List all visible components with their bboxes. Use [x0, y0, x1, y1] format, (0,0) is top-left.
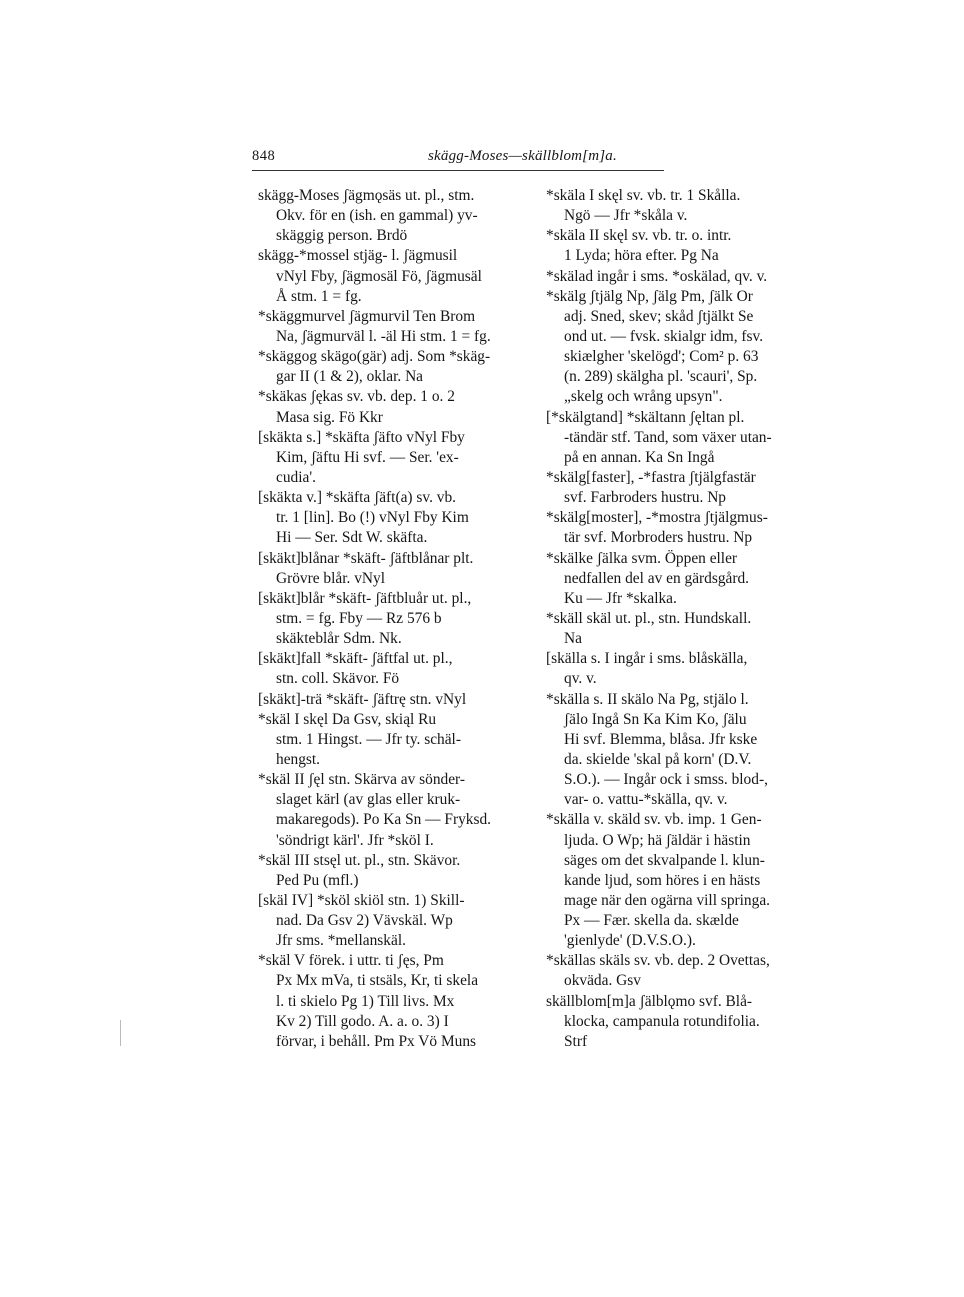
dictionary-line: Strf	[564, 1032, 588, 1050]
dictionary-line: ljuda. O Wp; hä ʃäldär i hästin	[564, 831, 751, 849]
dictionary-line: *skälad ingår i sms. *oskälad, qv. v.	[546, 267, 768, 285]
dictionary-line: *skäl I skęl Da Gsv, skiąl Ru	[258, 710, 437, 728]
dictionary-line: gar II (1 & 2), oklar. Na	[276, 368, 424, 386]
dictionary-line: vNyl Fby, ʃägmosäl Fö, ʃägmusäl	[276, 267, 482, 285]
dictionary-line: stm. = fg. Fby — Rz 576 b	[276, 609, 442, 627]
dictionary-line: Jfr sms. *mellanskäl.	[276, 932, 406, 950]
dictionary-line: *skällas skäls sv. vb. dep. 2 Ovettas,	[546, 952, 770, 970]
dictionary-line: [*skälgtand] *skältann ʃęltan pl.	[546, 408, 745, 426]
dictionary-line: Na, ʃägmurväl l. -äl Hi stm. 1 = fg.	[276, 327, 491, 345]
dictionary-line: qv. v.	[564, 670, 597, 688]
dictionary-line: skäggig person. Brdö	[276, 227, 408, 245]
dictionary-line: tr. 1 [lin]. Bo (!) vNyl Fby Kim	[276, 509, 469, 527]
header-rule	[252, 170, 664, 171]
dictionary-line: *skäll skäl ut. pl., stn. Hundskall.	[546, 609, 752, 627]
dictionary-line: *skäkas ʃękas sv. vb. dep. 1 o. 2	[258, 388, 455, 406]
dictionary-line: skägg-*mossel stjäg- l. ʃägmusil	[258, 247, 458, 265]
dictionary-line: *skälg[faster], -*fastra ʃtjälgfastär	[546, 468, 756, 486]
dictionary-line: skägg-Moses ʃägmǫsäs ut. pl., stm.	[258, 187, 475, 204]
dictionary-line: skäkteblår Sdm. Nk.	[276, 630, 402, 648]
dictionary-line: kande ljud, som höres i en hästs	[564, 871, 761, 889]
running-title: skägg-Moses—skällblom[m]a.	[428, 148, 617, 164]
dictionary-line: makaregods). Po Ka Sn — Fryksd.	[276, 811, 492, 829]
dictionary-line: nad. Da Gsv 2) Vävskäl. Wp	[276, 912, 453, 930]
dictionary-line: säges om det skvalpande l. klun-	[564, 851, 765, 869]
dictionary-line: [skäkt]fall *skäft- ʃäftfal ut. pl.,	[258, 650, 453, 668]
dictionary-line: 'gienlyde' (D.V.S.O.).	[564, 932, 696, 950]
dictionary-line: Masa sig. Fö Kkr	[276, 408, 383, 426]
dictionary-line: *skälke ʃälka svm. Öppen eller	[546, 549, 738, 567]
dictionary-line: på en annan. Ka Sn Ingå	[564, 448, 715, 466]
dictionary-line: Hi — Ser. Sdt W. skäfta.	[276, 529, 428, 547]
dictionary-line: Ped Pu (mfl.)	[276, 871, 359, 889]
dictionary-line: [skäkt]blår *skäft- ʃäftbluår ut. pl.,	[258, 589, 472, 607]
dictionary-line: var- o. vattu-*skälla, qv. v.	[564, 791, 728, 809]
dictionary-line: [skäkta s.] *skäfta ʃäfto vNyl Fby	[258, 428, 465, 446]
dictionary-line: *skäggmurvel ʃägmurvil Ten Brom	[258, 307, 476, 325]
dictionary-line: [skälla s. I ingår i sms. blåskälla,	[546, 650, 748, 668]
dictionary-line: slaget kärl (av glas eller kruk-	[276, 791, 461, 809]
dictionary-line: l. ti skielo Pg 1) Till livs. Mx	[276, 992, 455, 1010]
dictionary-line: *skäl II ʃęl stn. Skärva av sönder-	[258, 771, 465, 789]
dictionary-line: *skäla II skęl sv. vb. tr. o. intr.	[546, 227, 732, 245]
dictionary-line: *skäl V förek. i uttr. ti ʃęs, Pm	[258, 952, 444, 970]
dictionary-line: tär svf. Morbroders hustru. Np	[564, 529, 753, 547]
page-number: 848	[252, 148, 276, 164]
dictionary-line: Å stm. 1 = fg.	[276, 287, 362, 305]
dictionary-line: *skälg[moster], -*mostra ʃtjälgmus-	[546, 509, 768, 527]
dictionary-line: *skäggog skägo(gär) adj. Som *skäg-	[258, 348, 491, 366]
dictionary-line: skiælgher 'skelögd'; Com² p. 63	[564, 348, 759, 366]
dictionary-line: Ku — Jfr *skalka.	[564, 589, 677, 607]
dictionary-line: Ngö — Jfr *skåla v.	[564, 207, 688, 225]
dictionary-line: Kim, ʃäftu Hi svf. — Ser. 'ex-	[276, 448, 459, 466]
dictionary-line: [skäkta v.] *skäfta ʃäft(a) sv. vb.	[258, 489, 457, 507]
dictionary-line: *skälla s. II skälo Na Pg, stjälo l.	[546, 690, 749, 708]
dictionary-line: [skäkt]blånar *skäft- ʃäftblånar plt.	[258, 549, 474, 567]
dictionary-line: klocka, campanula rotundifolia.	[564, 1012, 760, 1030]
dictionary-line: *skäl III stsęl ut. pl., stn. Skävor.	[258, 851, 461, 869]
dictionary-line: „skelg och wrång upsyn".	[564, 388, 723, 406]
right-column	[546, 186, 824, 1052]
dictionary-line: Kv 2) Till godo. A. a. o. 3) I	[276, 1012, 449, 1030]
dictionary-line: cudia'.	[276, 468, 316, 486]
dictionary-line: svf. Farbroders hustru. Np	[564, 489, 727, 507]
dictionary-line: mage när den ogärna vill springa.	[564, 891, 770, 909]
dictionary-line: okväda. Gsv	[564, 972, 641, 990]
dictionary-line: Px — Fær. skella da. skælde	[564, 912, 739, 930]
dictionary-line: ond ut. — fvsk. skialgr idm, fsv.	[564, 327, 764, 345]
dictionary-line: Okv. för en (ish. en gammal) yv-	[276, 207, 478, 225]
dictionary-line: Px Mx mVa, ti stsäls, Kr, ti skela	[276, 972, 479, 990]
dictionary-line: stm. 1 Hingst. — Jfr ty. schäl-	[276, 730, 461, 748]
dictionary-line: S.O.). — Ingår ock i smss. blod-,	[564, 771, 768, 789]
dictionary-line: Na	[564, 630, 582, 648]
dictionary-line: ʃälo Ingå Sn Ka Kim Ko, ʃälu	[564, 710, 747, 728]
dictionary-line: 1 Lyda; höra efter. Pg Na	[564, 247, 719, 265]
dictionary-line: -tändär stf. Tand, som växer utan-	[564, 428, 772, 446]
dictionary-line: [skäkt]-trä *skäft- ʃäftrę stn. vNyl	[258, 690, 467, 708]
dictionary-line: [skäl IV] *sköl skiöl stn. 1) Skill-	[258, 891, 465, 909]
dictionary-line: adj. Sned, skev; skåd ʃtjälkt Se	[564, 307, 754, 325]
dictionary-line: hengst.	[276, 750, 321, 768]
dictionary-line: Grövre blår. vNyl	[276, 569, 385, 587]
page-header	[252, 148, 817, 170]
dictionary-line: förvar, i behåll. Pm Px Vö Muns	[276, 1032, 477, 1050]
dictionary-line: Hi svf. Blemma, blåsa. Jfr kske	[564, 730, 758, 748]
dictionary-line: da. skielde 'skal på korn' (D.V.	[564, 750, 752, 768]
margin-mark	[120, 1020, 121, 1046]
left-column	[258, 186, 538, 1052]
dictionary-line: 'söndrigt kärl'. Jfr *sköl I.	[276, 831, 434, 849]
dictionary-line: (n. 289) skälgha pl. 'scauri', Sp.	[564, 368, 758, 386]
dictionary-line: skällblom[m]a ʃälblǫmo svf. Blå-	[546, 992, 753, 1010]
dictionary-line: nedfallen del av en gärdsgård.	[564, 569, 750, 587]
dictionary-line: *skälla v. skäld sv. vb. imp. 1 Gen-	[546, 811, 762, 829]
dictionary-line: *skäla I skęl sv. vb. tr. 1 Skålla.	[546, 187, 741, 204]
dictionary-line: stn. coll. Skävor. Fö	[276, 670, 400, 688]
dictionary-line: *skälg ʃtjälg Np, ʃälg Pm, ʃälk Or	[546, 287, 753, 305]
